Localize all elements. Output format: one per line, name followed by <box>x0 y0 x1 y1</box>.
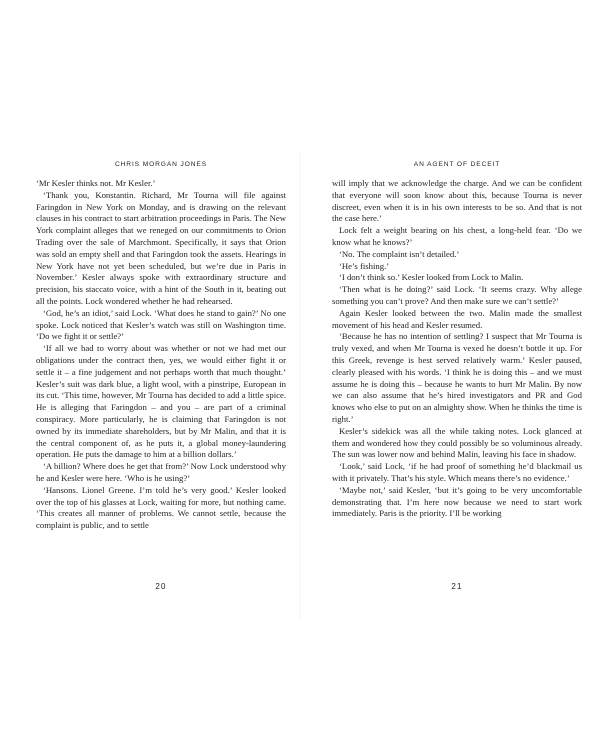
running-head-left: CHRIS MORGAN JONES <box>114 161 208 168</box>
running-head-right: AN AGENT OF DECEIT <box>413 161 501 168</box>
paragraph: ‘Mr Kesler thinks not. Mr Kesler.’ <box>36 178 156 188</box>
paragraph: ‘Then what is he doing?’ said Lock. ‘It seems crazy. Why allege something you can’t prove? And then make sure we can’t settle?’ <box>332 284 582 306</box>
book-gutter <box>299 150 301 620</box>
paragraph: ‘Maybe not,’ said Kesler, ‘but it’s going to be very uncomfortable demonstrating that. I’m here now because we need to start work immediately. Paris is the priority. I’ll be working <box>332 484 582 519</box>
left-page <box>36 160 286 590</box>
paragraph: ‘He’s fishing.’ <box>339 260 390 271</box>
paragraph: Kesler’s sidekick was all the while taking notes. Lock glanced at them and wondered how they could possibly be so voluminous already. The sun was lower now and behind Malin, leaving his face in shadow. <box>332 425 582 460</box>
paragraph: ‘Because he has no intention of settling? I suspect that Mr Tourna is truly vexed, and when Mr Tourna is vexed he doesn’t bottle it up. For this Greek, revenge is best served relatively warm.’ Kesler paused, clearly pleased with his words. ‘I think he is doing this – and we must assume he is doing this – because he wants to hurt Mr Malin. By now we can also assume that he’s hired investigators and PR and God knows who else to put on an almighty show. When he thinks the time is right.’ <box>332 331 582 424</box>
paragraph: Lock felt a weight bearing on his chest, a long-held fear. ‘Do we know what he knows?’ <box>332 225 582 247</box>
paragraph: ‘If all we had to worry about was whether or not we had met our obligations under the contract then, yes, we would either fight it or settle it – a fine judgement and not perhaps worth that much thought.’ Kesler’s suit was dark blue, a light wool, with a pinstripe, European in its cut. ‘This time, however, Mr Tourna has decided to add a little spice. He is alleging that Faringdon – and you – are part of a criminal conspiracy. More particularly, he is claiming that Faringdon is not owned by its immediate shareholders, but by Mr Malin, and that it is the central component of, as he puts it, a global money-laundering operation. He puts the damage to him at a billion dollars.’ <box>36 343 286 460</box>
paragraph: ‘I don’t think so.’ Kesler looked from Lock to Malin. <box>339 272 524 283</box>
paragraph: will imply that we acknowledge the charge. And we can be confident that everyone will soon know about this, because Tourna is never discreet, even when it is in his own interests to be so. And that is not the case here.’ <box>332 178 582 224</box>
paragraph: Again Kesler looked between the two. Malin made the smallest movement of his head and Kesler resumed. <box>332 307 582 330</box>
paragraph: ‘Hansons. Lionel Greene. I’m told he’s very good.’ Kesler looked over the top of his glasses at Lock, waiting for more, but nothing came. ‘This creates all manner of problems. We cannot settle, because the complaint is public, and to settle <box>36 484 286 531</box>
paragraph: ‘A billion? Where does he get that from?’ Now Lock understood why he and Kesler were here. ‘Who is he using?’ <box>36 461 286 483</box>
page-number-left: 20 <box>155 582 167 591</box>
paragraph: ‘No. The complaint isn’t detailed.’ <box>339 248 460 259</box>
right-page <box>332 160 582 590</box>
paragraph: ‘Look,’ said Lock, ‘if he had proof of something he’d blackmail us with it privately. That’s his style. Which means there’s no evidence.’ <box>332 461 582 483</box>
paragraph: ‘God, he’s an idiot,’ said Lock. ‘What does he stand to gain?’ No one spoke. Lock noticed that Kesler’s watch was still on Washington time. ‘Do we fight it or settle?’ <box>36 307 286 342</box>
page-number-right: 21 <box>451 582 463 591</box>
paragraph: ‘Thank you, Konstantin. Richard, Mr Tourna will file against Faringdon in New York on Monday, and is drawing on the relevant clauses in his contract to start arbitration proceedings in Paris. The New York complaint alleges that we reneged on our commitments to Orion Trading over the sale of Marchmont. Specifically, it says that Orion was sold an empty shell and that Faringdon took the assets. Hearings in New York have not yet been scheduled, but we’re due in Paris in November.’ Kesler always spoke with extraordinary structure and precision, his staccato voice, with a hint of the South in it, beating out all the points. Lock wondered whether he had rehearsed. <box>36 189 286 306</box>
